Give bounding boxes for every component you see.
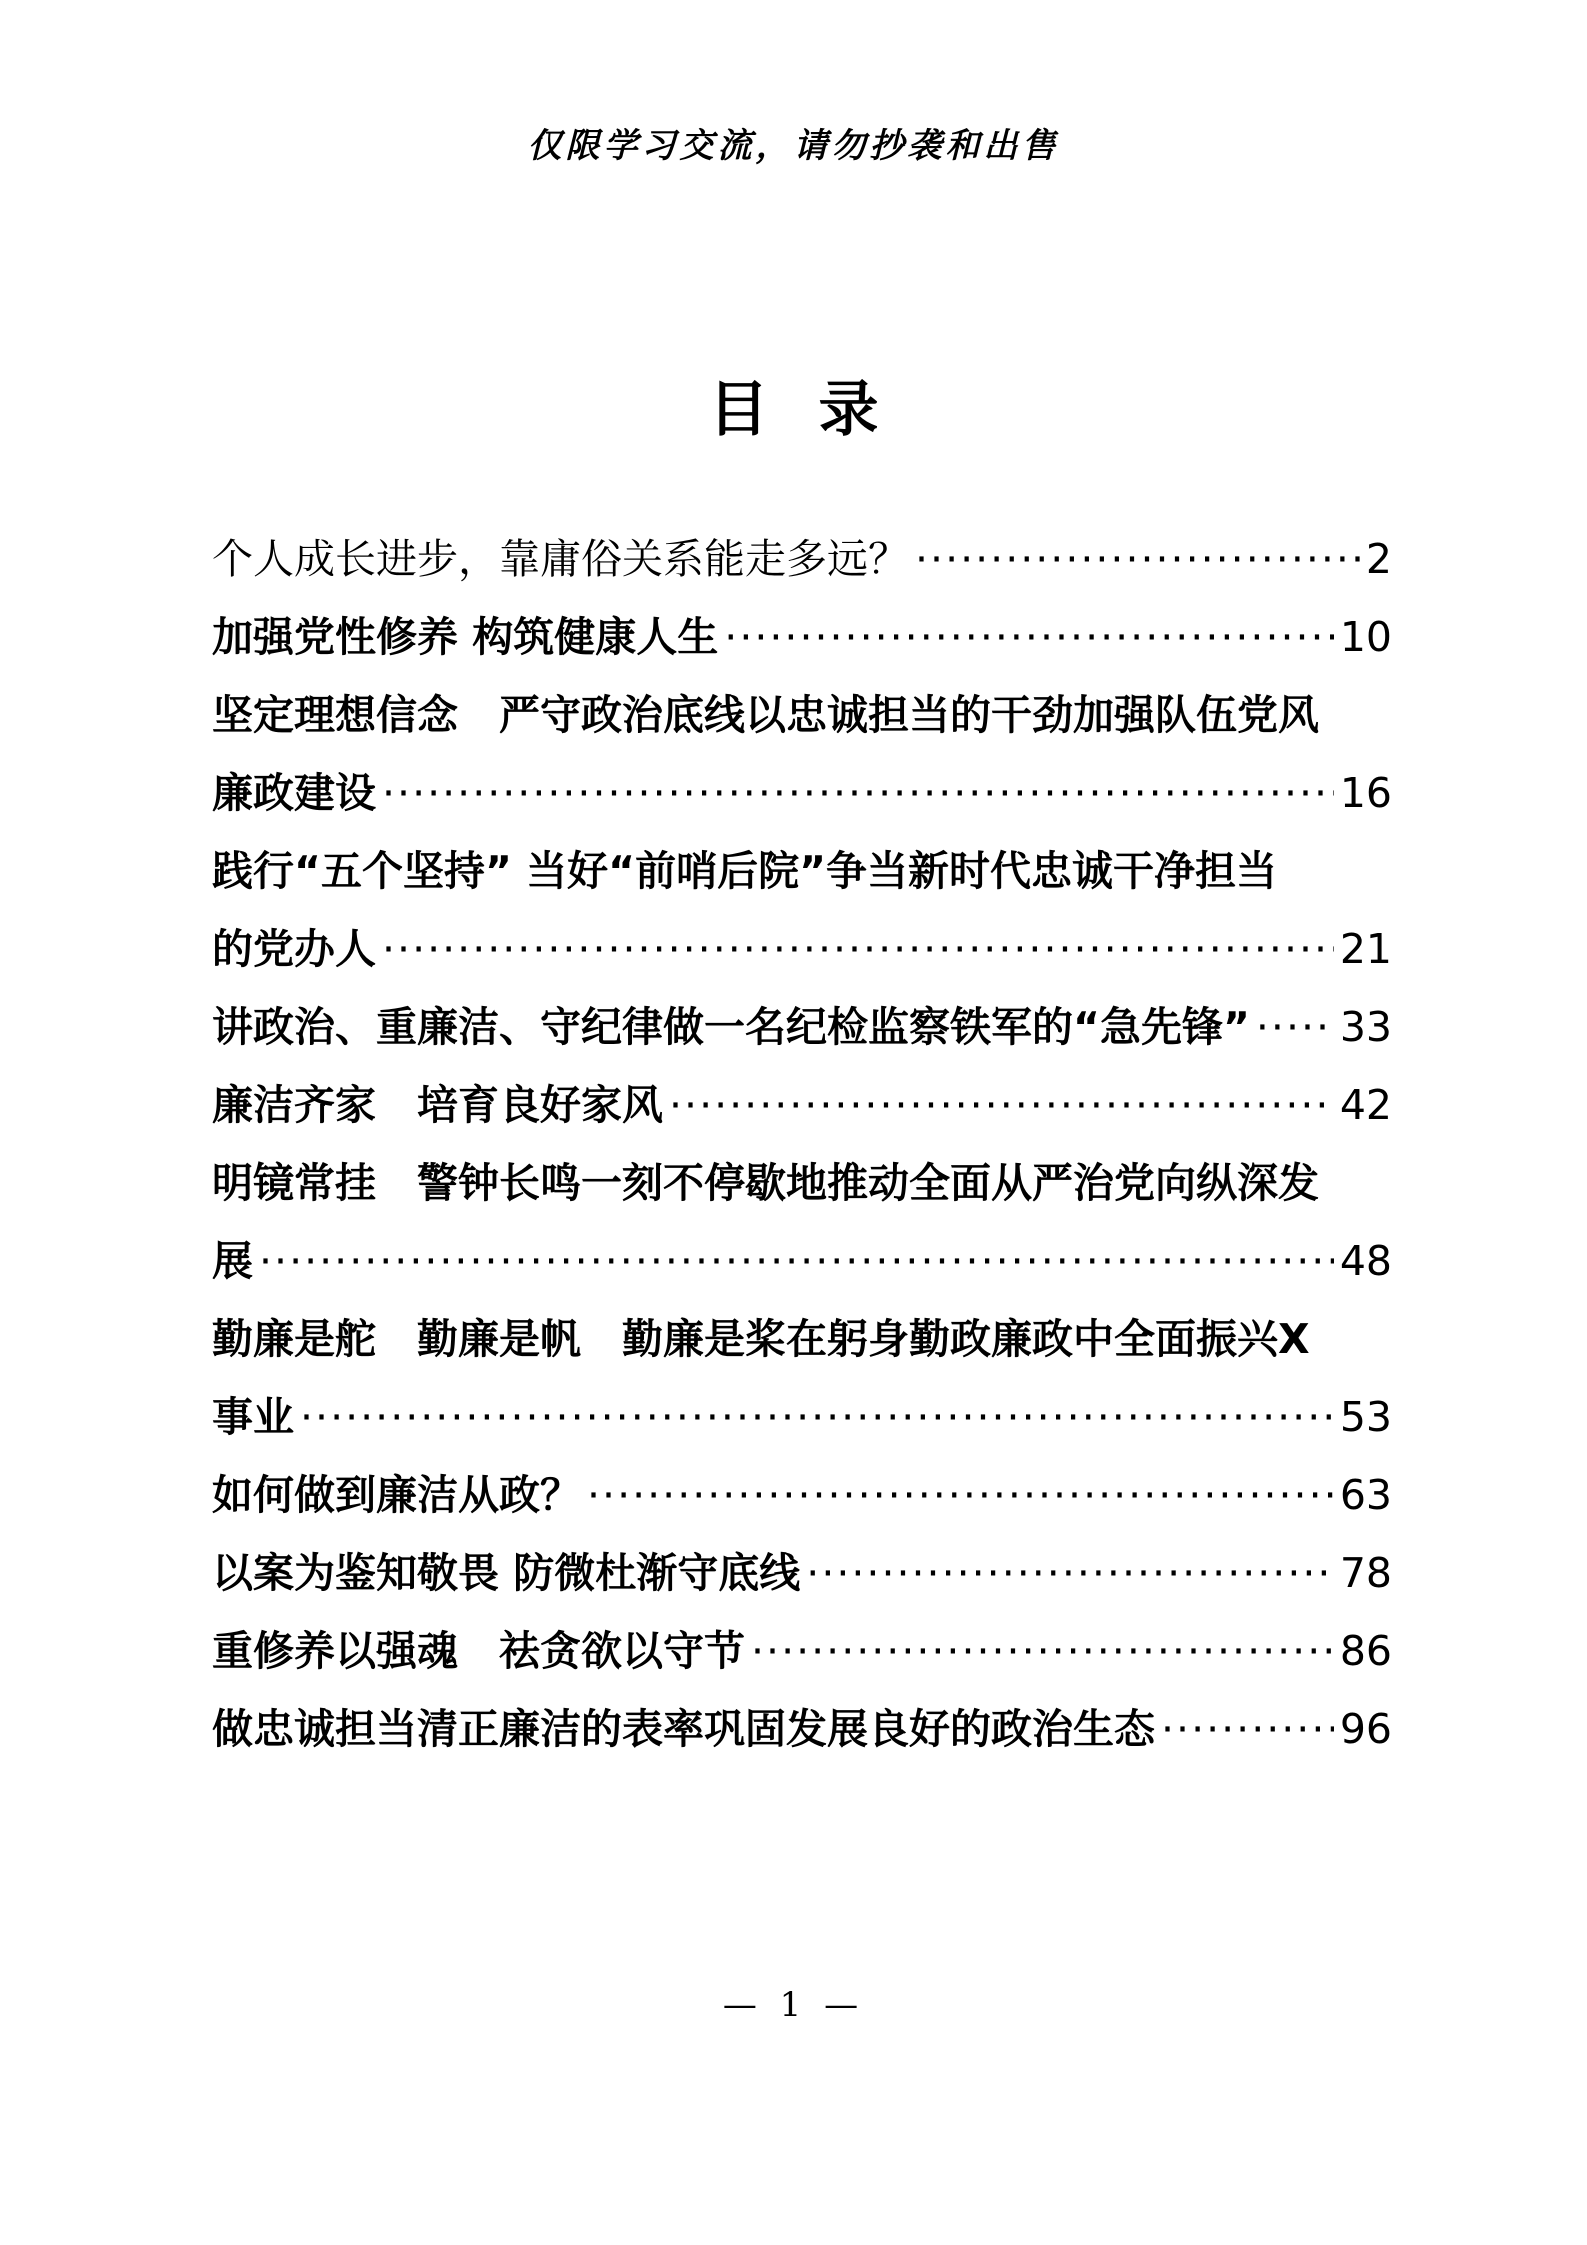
toc-entry[interactable] [212, 676, 1392, 832]
toc-entry-last-line [212, 1222, 1392, 1300]
toc-entry-page-number: 10 [1339, 613, 1392, 661]
toc-entry-page-number: 21 [1339, 925, 1392, 973]
toc-entry-page-number: 78 [1339, 1549, 1392, 1597]
dot-leader [382, 910, 1334, 988]
table-of-contents [212, 520, 1392, 1768]
toc-entry[interactable] [212, 1456, 1392, 1534]
dot-leader [806, 1534, 1334, 1612]
toc-entry[interactable] [212, 1066, 1392, 1144]
toc-entry-last-line [212, 910, 1392, 988]
toc-entry-last-line [212, 520, 1392, 598]
toc-entry-title-line: 勤廉是舵 勤廉是帆 勤廉是桨在躬身勤政廉政中全面振兴X [212, 1315, 1310, 1363]
toc-entry[interactable] [212, 1690, 1392, 1768]
toc-entry-page-number: 2 [1365, 535, 1392, 583]
toc-entry-page-number: 48 [1339, 1237, 1392, 1285]
toc-entry-last-line [212, 1066, 1392, 1144]
toc-entry-last-line [212, 988, 1392, 1066]
toc-entry-page-number: 16 [1339, 769, 1392, 817]
toc-entry-last-line [212, 1378, 1392, 1456]
toc-entry-page-number: 42 [1339, 1081, 1392, 1129]
toc-entry-title: 廉洁齐家 培育良好家风 [212, 1081, 663, 1129]
toc-entry[interactable] [212, 1144, 1392, 1300]
toc-entry-title-line: 践行“五个坚持” 当好“前哨后院”争当新时代忠诚干净担当 [212, 847, 1278, 895]
toc-entry-title: 事业 [212, 1393, 294, 1441]
toc-entry[interactable] [212, 1300, 1392, 1456]
dot-leader [1256, 988, 1334, 1066]
toc-entry-last-line [212, 1534, 1392, 1612]
toc-entry-title-line: 坚定理想信念 严守政治底线以忠诚担当的干劲加强队伍党风 [212, 691, 1319, 739]
toc-entry[interactable] [212, 1534, 1392, 1612]
toc-entry-page-number: 63 [1339, 1471, 1392, 1519]
toc-entry-title: 重修养以强魂 祛贪欲以守节 [212, 1627, 745, 1675]
toc-entry-title: 个人成长进步，靠庸俗关系能走多远？ [212, 535, 909, 583]
toc-entry[interactable] [212, 832, 1392, 988]
toc-entry-page-number: 96 [1339, 1705, 1392, 1753]
toc-entry-title: 以案为鉴知敬畏 防微杜渐守底线 [212, 1549, 801, 1597]
page-number-footer: — 1 — [722, 1985, 865, 2025]
toc-entry-last-line [212, 1612, 1392, 1690]
toc-entry[interactable] [212, 598, 1392, 676]
dot-leader [915, 520, 1360, 598]
toc-entry[interactable] [212, 988, 1392, 1066]
toc-entry-title: 做忠诚担当清正廉洁的表率巩固发展良好的政治生态 [212, 1705, 1155, 1753]
toc-entry-title: 加强党性修养 构筑健康人生 [212, 613, 719, 661]
toc-entry-title-line: 明镜常挂 警钟长鸣一刻不停歇地推动全面从严治党向纵深发 [212, 1159, 1319, 1207]
toc-entry-last-line [212, 598, 1392, 676]
dot-leader [382, 754, 1334, 832]
toc-entry-title: 展 [212, 1237, 253, 1285]
dot-leader [259, 1222, 1334, 1300]
toc-entry-title: 如何做到廉洁从政？ [212, 1471, 581, 1519]
toc-entry[interactable] [212, 520, 1392, 598]
toc-entry-page-number: 53 [1339, 1393, 1392, 1441]
dot-leader [300, 1378, 1334, 1456]
dot-leader [724, 598, 1334, 676]
dot-leader [587, 1456, 1334, 1534]
toc-entry-title: 廉政建设 [212, 769, 376, 817]
toc-entry-page-number: 86 [1339, 1627, 1392, 1675]
dot-leader [669, 1066, 1334, 1144]
dot-leader [751, 1612, 1334, 1690]
toc-entry-page-number: 33 [1339, 1003, 1392, 1051]
toc-entry-last-line [212, 1690, 1392, 1768]
dot-leader [1161, 1690, 1334, 1768]
header-note: 仅限学习交流，请勿抄袭和出售 [527, 126, 1060, 166]
toc-entry-title: 讲政治、重廉洁、守纪律做一名纪检监察铁军的“急先锋” [212, 1003, 1250, 1051]
toc-entry-last-line [212, 754, 1392, 832]
toc-entry-last-line [212, 1456, 1392, 1534]
toc-entry-title: 的党办人 [212, 925, 376, 973]
page-title: 目录 [708, 375, 929, 445]
toc-entry[interactable] [212, 1612, 1392, 1690]
